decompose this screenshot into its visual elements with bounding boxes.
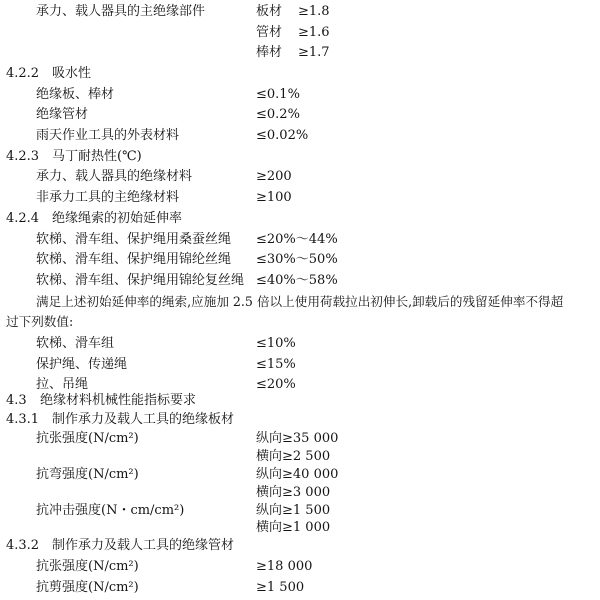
spec-value: ≥1.8 <box>298 4 330 19</box>
spec-item: 拉、吊绳 <box>36 377 89 392</box>
spec-item: 承力、载人器具的主绝缘部件 <box>36 4 206 19</box>
section-number: 4.2.3 <box>6 149 40 164</box>
spec-value: ≥1 500 <box>256 580 305 595</box>
spec-row <box>0 84 600 106</box>
spec-value: 纵向≥1 500 <box>256 503 331 518</box>
spec-value: ≥1.6 <box>298 25 330 40</box>
spec-value: ≥200 <box>256 169 292 184</box>
spec-material: 棒材 <box>256 45 283 60</box>
section-title: 马丁耐热性(℃) <box>52 149 142 164</box>
spec-item: 保护绳、传递绳 <box>36 357 128 372</box>
spec-row <box>0 270 600 292</box>
section-title: 吸水性 <box>52 66 92 81</box>
spec-row <box>0 229 600 251</box>
spec-item: 软梯、滑车组、保护绳用锦纶丝绳 <box>36 252 232 267</box>
spec-row <box>0 42 600 64</box>
spec-row <box>0 333 600 355</box>
spec-item: 抗剪强度(N/cm²) <box>36 580 139 595</box>
spec-item: 绝缘板、棒材 <box>36 87 115 102</box>
spec-value: 横向≥2 500 <box>256 449 331 464</box>
spec-value: 横向≥1 000 <box>256 520 331 535</box>
section-number: 4.2.4 <box>6 211 40 226</box>
spec-material: 板材 <box>256 4 283 19</box>
spec-row <box>0 187 600 209</box>
spec-item: 绝缘管材 <box>36 107 89 122</box>
spec-value: ≤20% <box>256 377 296 392</box>
section-heading <box>0 535 600 557</box>
spec-item: 抗张强度(N/cm²) <box>36 431 139 446</box>
spec-item: 抗张强度(N/cm²) <box>36 559 139 574</box>
spec-value: 纵向≥40 000 <box>256 467 339 482</box>
section-title: 绝缘材料机械性能指标要求 <box>40 393 197 408</box>
spec-row <box>0 166 600 188</box>
spec-value: ≤40%～58% <box>256 273 338 288</box>
spec-value: ≤20%～44% <box>256 232 338 247</box>
paragraph-line: 满足上述初始延伸率的绳索,应施加 2.5 倍以上使用荷载拉出初伸长,卸载后的残留延伸率不得超 <box>36 294 564 309</box>
spec-item: 软梯、滑车组 <box>36 336 115 351</box>
spec-value: ≤15% <box>256 357 296 372</box>
spec-item: 非承力工具的主绝缘材料 <box>36 190 180 205</box>
paragraph-line: 过下列数值: <box>6 314 74 329</box>
spec-value: 纵向≥35 000 <box>256 431 339 446</box>
spec-value: ≥18 000 <box>256 559 313 574</box>
section-title: 绝缘绳索的初始延伸率 <box>52 211 183 226</box>
section-title: 制作承力及载人工具的绝缘板材 <box>52 412 235 427</box>
spec-row <box>0 556 600 578</box>
spec-value: ≥1.7 <box>298 45 330 60</box>
section-number: 4.3.2 <box>6 538 40 553</box>
spec-value: ≤30%～50% <box>256 252 338 267</box>
section-number: 4.3.1 <box>6 412 40 427</box>
spec-row <box>0 249 600 271</box>
spec-material: 管材 <box>256 25 283 40</box>
spec-value: ≥100 <box>256 190 292 205</box>
spec-value: ≤0.2% <box>256 107 300 122</box>
spec-row <box>0 577 600 599</box>
spec-value: ≤10% <box>256 336 296 351</box>
spec-value: 横向≥3 000 <box>256 485 331 500</box>
section-number: 4.3 <box>6 393 27 408</box>
spec-value: ≤0.1% <box>256 87 300 102</box>
spec-row <box>0 125 600 147</box>
spec-item: 抗弯强度(N/cm²) <box>36 467 139 482</box>
section-title: 制作承力及载人工具的绝缘管材 <box>52 538 235 553</box>
spec-item: 软梯、滑车组、保护绳用锦纶复丝绳 <box>36 273 245 288</box>
spec-item: 抗冲击强度(N・cm/cm²) <box>36 503 185 518</box>
section-number: 4.2.2 <box>6 66 40 81</box>
spec-item: 软梯、滑车组、保护绳用桑蚕丝绳 <box>36 232 232 247</box>
spec-item: 承力、载人器具的绝缘材料 <box>36 169 193 184</box>
spec-row <box>0 1 600 23</box>
section-heading <box>0 146 600 168</box>
spec-row <box>0 104 600 126</box>
section-heading <box>0 63 600 85</box>
section-heading <box>0 208 600 230</box>
spec-row <box>0 354 600 376</box>
spec-item: 雨天作业工具的外表材料 <box>36 128 180 143</box>
spec-value: ≤0.02% <box>256 128 309 143</box>
spec-row <box>0 22 600 44</box>
